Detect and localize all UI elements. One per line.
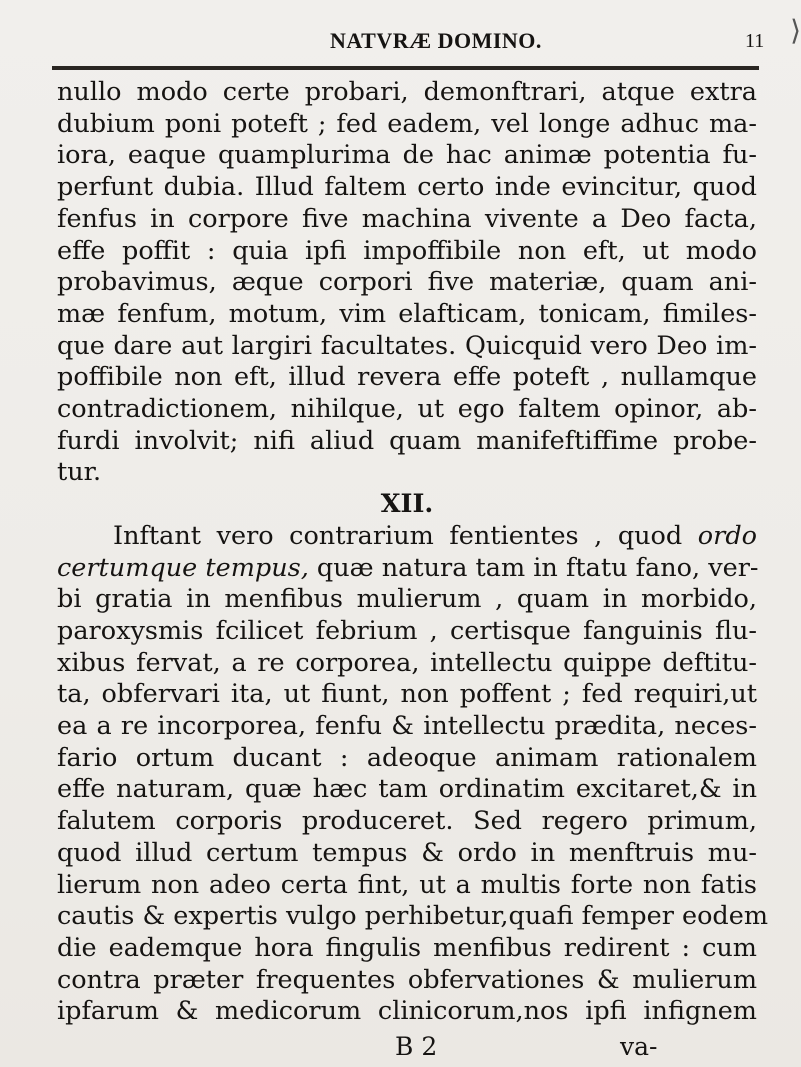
text-line: iora, eaque quamplurima de hac animæ potentia fu-: [57, 140, 757, 171]
text-line: paroxysmis fcilicet febrium , certisque fanguinis flu-: [57, 615, 757, 646]
signature-mark: B 2: [395, 1032, 438, 1061]
text-line: [57, 553, 757, 585]
text-run: quæ natura tam in ftatu fano, ver-: [308, 552, 759, 583]
header-rule: [52, 66, 759, 70]
text-line: ea a re incorporea, fenfu & intellectu prædita, neces-: [57, 711, 757, 742]
italic-run: certumque tempus,: [57, 552, 309, 583]
text-line: bi gratia in menfibus mulierum , quam in morbido,: [57, 584, 757, 615]
catchword: va-: [620, 1032, 658, 1061]
text-line: effe naturam, quæ hæc tam ordinatim excitaret,& in: [57, 774, 757, 805]
page-footer: [0, 1032, 801, 1062]
text-line: mæ fenfum, motum, vim elafticam, tonicam, fimiles-: [57, 298, 757, 329]
text-line: nullo modo certe probari, demonftrari, atque extra: [57, 77, 757, 107]
text-line: fenfus in corpore five machina vivente a Deo facta,: [57, 203, 757, 234]
text-line: probavimus, æque corpori five materiæ, quam ani-: [57, 267, 757, 298]
running-head-title: NATVRÆ DOMINO.: [330, 28, 542, 53]
body-text: [57, 77, 769, 1028]
text-line: effe poffit : quia ipfi impoffibile non eft, ut modo: [57, 235, 757, 266]
text-line: die eademque hora fingulis menfibus redirent : cum: [57, 932, 757, 963]
text-line: dubium poni poteft ; fed eadem, vel longe adhuc ma-: [57, 108, 757, 139]
text-line: falutem corporis produceret. Sed regero primum,: [57, 806, 757, 837]
text-line: poffibile non eft, illud revera effe poteft , nullamque: [57, 362, 757, 393]
corner-bracket-icon: ⟩: [790, 14, 801, 47]
text-line: que dare aut largiri facultates. Quicquid vero Deo im-: [57, 330, 757, 361]
text-line: cautis & expertis vulgo perhibetur,quafi femper eodem: [57, 901, 769, 932]
paragraph-first-line: [57, 521, 757, 553]
text-line: contra præter frequentes obfervationes & mulierum: [57, 964, 757, 995]
text-line: lierum non adeo certa fint, ut a multis forte non fatis: [57, 869, 757, 900]
text-line: ipfarum & medicorum clinicorum,nos ipfi infignem: [57, 996, 757, 1027]
section-heading: XII.: [380, 489, 434, 520]
text-line: xibus fervat, a re corporea, intellectu quippe deftitu-: [57, 647, 757, 678]
text-line: furdi involvit; nifi aliud quam manifeftiffime probe-: [57, 425, 757, 456]
running-head: [0, 28, 801, 58]
text-line: quod illud certum tempus & ordo in menftruis mu-: [57, 837, 757, 868]
text-line: contradictionem, nihilque, ut ego faltem opinor, ab-: [57, 394, 757, 425]
text-line: perfunt dubia. Illud faltem certo inde evincitur, quod: [57, 172, 757, 203]
text-line: tur.: [57, 457, 102, 488]
text-line: fario ortum ducant : adeoque animam rationalem: [57, 742, 757, 773]
italic-run: ordo: [697, 520, 758, 551]
page-number: 11: [745, 30, 765, 52]
text-line: ta, obfervari ita, ut fiunt, non poffent ; fed requiri,ut: [57, 679, 757, 710]
text-run: Inftant vero contrarium fentientes , quod: [113, 520, 683, 551]
